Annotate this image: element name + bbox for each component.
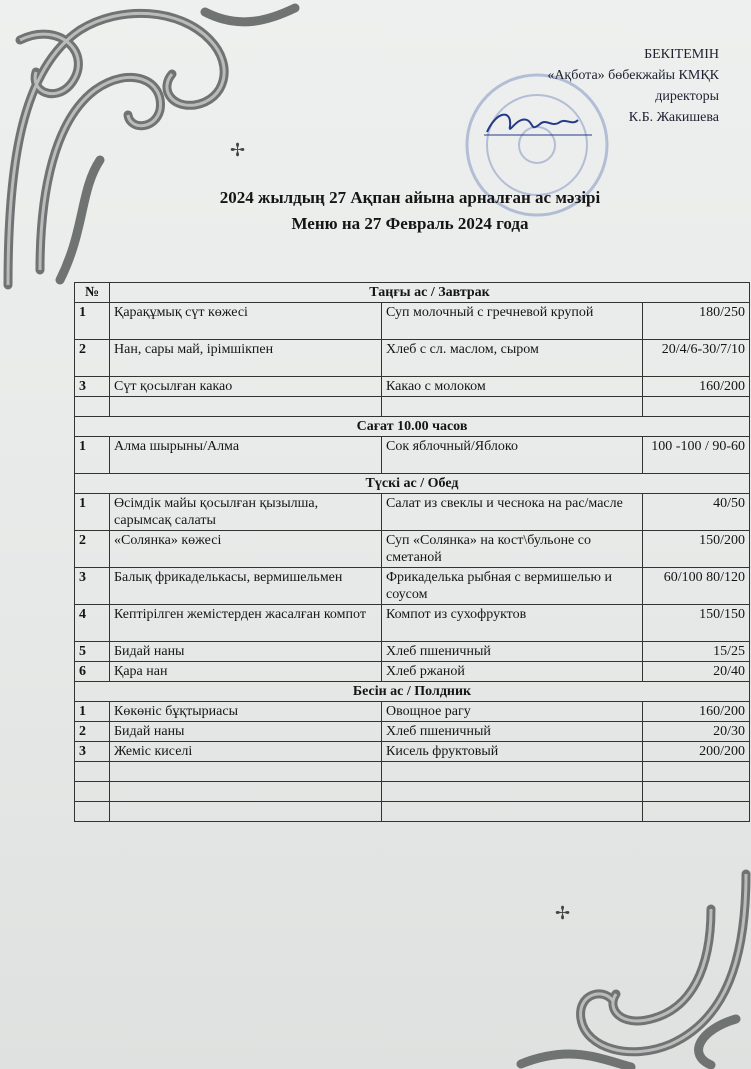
row-number: 1 (75, 702, 110, 722)
row-number: 1 (75, 494, 110, 531)
director-signature (482, 106, 594, 138)
approval-director-name: К.Б. Жакишева (628, 110, 719, 125)
dish-kz: Нан, сары май, ірімшікпен (110, 340, 382, 377)
dish-ru: Суп молочный с гречневой крупой (382, 303, 643, 340)
row-number: 1 (75, 303, 110, 340)
dish-kz: «Солянка» көжесі (110, 531, 382, 568)
table-row (75, 642, 750, 662)
portion: 160/200 (643, 377, 750, 397)
table-row (75, 605, 750, 642)
breakfast-header-row (75, 283, 750, 303)
dish-kz: Қара нан (110, 662, 382, 682)
ornament-corner-top-left (0, 0, 300, 290)
dish-ru: Хлеб с сл. маслом, сыром (382, 340, 643, 377)
portion: 20/4/6-30/7/10 (643, 340, 750, 377)
dish-ru: Фрикаделька рыбная с вермишелью и соусом (382, 568, 643, 605)
approval-line-1: БЕКІТЕМІН (644, 47, 719, 62)
section-heading: Түскі ас / Обед (75, 474, 750, 494)
lunch-header-row (75, 474, 750, 494)
menu-table (74, 282, 750, 822)
menu-title (150, 185, 670, 237)
dish-kz: Сүт қосылған какао (110, 377, 382, 397)
table-row (75, 568, 750, 605)
dish-ru: Овощное рагу (382, 702, 643, 722)
table-row (75, 742, 750, 762)
section-heading: Сағат 10.00 часов (75, 417, 750, 437)
empty-row (75, 782, 750, 802)
portion: 150/200 (643, 531, 750, 568)
dish-kz: Өсімдік майы қосылған қызылша, сарымсақ салаты (110, 494, 382, 531)
dish-ru: Какао с молоком (382, 377, 643, 397)
row-number: 2 (75, 722, 110, 742)
portion: 60/100 80/120 (643, 568, 750, 605)
row-number: 3 (75, 742, 110, 762)
portion: 20/40 (643, 662, 750, 682)
table-row (75, 702, 750, 722)
dish-ru: Хлеб пшеничный (382, 642, 643, 662)
dish-ru: Хлеб пшеничный (382, 722, 643, 742)
table-row (75, 437, 750, 474)
snack-header-row (75, 417, 750, 437)
cross-ornament-icon: ✢ (230, 140, 246, 161)
row-number: 5 (75, 642, 110, 662)
empty-row (75, 397, 750, 417)
row-number: 3 (75, 568, 110, 605)
dish-kz: Алма шырыны/Алма (110, 437, 382, 474)
number-header: № (75, 283, 110, 303)
empty-row (75, 762, 750, 782)
table-row (75, 531, 750, 568)
row-number: 2 (75, 531, 110, 568)
portion: 180/250 (643, 303, 750, 340)
dish-kz: Қарақұмық сүт көжесі (110, 303, 382, 340)
dish-kz: Жеміс киселі (110, 742, 382, 762)
row-number: 2 (75, 340, 110, 377)
table-row (75, 340, 750, 377)
portion: 200/200 (643, 742, 750, 762)
dish-ru: Суп «Солянка» на кост\бульоне со сметаной (382, 531, 643, 568)
row-number: 3 (75, 377, 110, 397)
row-number: 4 (75, 605, 110, 642)
dish-ru: Салат из свеклы и чеснока на рас/масле (382, 494, 643, 531)
portion: 15/25 (643, 642, 750, 662)
dish-ru: Компот из сухофруктов (382, 605, 643, 642)
portion: 150/150 (643, 605, 750, 642)
table-row (75, 662, 750, 682)
approval-line-3: директоры (655, 89, 719, 104)
row-number: 1 (75, 437, 110, 474)
row-number: 6 (75, 662, 110, 682)
dish-ru: Сок яблочный/Яблоко (382, 437, 643, 474)
section-heading: Таңғы ас / Завтрак (110, 283, 750, 303)
portion: 160/200 (643, 702, 750, 722)
dish-ru: Кисель фруктовый (382, 742, 643, 762)
section-heading: Бесін ас / Полдник (75, 682, 750, 702)
dish-kz: Бидай наны (110, 642, 382, 662)
portion: 40/50 (643, 494, 750, 531)
cross-ornament-icon: ✢ (555, 903, 571, 924)
dish-kz: Кептірілген жемістерден жасалған компот (110, 605, 382, 642)
approval-line-2: «Ақбота» бөбекжайы КМҚК (547, 68, 719, 83)
title-kz: 2024 жылдың 27 Ақпан айына арналған ас мәзірі (219, 188, 601, 207)
table-row (75, 494, 750, 531)
dish-kz: Бидай наны (110, 722, 382, 742)
table-row (75, 303, 750, 340)
portion: 20/30 (643, 722, 750, 742)
dish-ru: Хлеб ржаной (382, 662, 643, 682)
empty-row (75, 802, 750, 822)
title-ru: Меню на 27 Февраль 2024 года (291, 214, 529, 233)
table-row (75, 722, 750, 742)
dish-kz: Көкөніс бұқтыриасы (110, 702, 382, 722)
dish-kz: Балық фрикаделькасы, вермишельмен (110, 568, 382, 605)
portion: 100 -100 / 90-60 (643, 437, 750, 474)
table-row (75, 377, 750, 397)
ornament-corner-bottom-right (511, 869, 751, 1069)
afternoon-header-row (75, 682, 750, 702)
